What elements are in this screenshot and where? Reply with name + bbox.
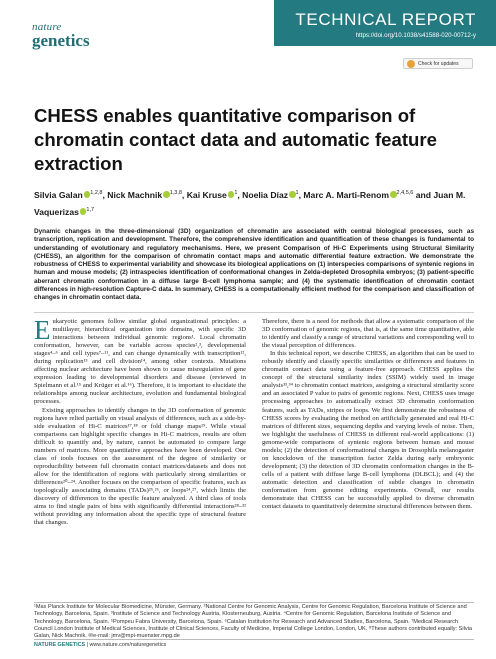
body-paragraph [34,315,246,407]
author-name[interactable]: Marc A. Marti-Renom [303,189,390,200]
author-separator: , [181,189,187,200]
logo-line-2: genetics [32,31,90,50]
author-separator: and [413,189,434,200]
body-text: ukaryotic genomes follow similar global organizational principles: a multilayer, hierarchical organization into domains, with specific 3D interactions between individual genomic regions¹. Local chromatin conformation, however, can be variable across species²,³, developmental stages⁴–⁶ and cell types⁷–¹¹, and can change dynamically with transcription¹², during replication¹³ and cell division¹⁴, among other contexts. Mutations affecting nuclear architecture have been shown to cause misregulation of gene expression leading to developmental disorders and disease (reviewed in Spielmann et al.¹⁵ and Krüger et al.¹⁶). Therefore, it is important to elucidate the relationships among nuclear architecture, evolution and fundamental biological processes. [34,318,246,406]
author-name[interactable]: Juan M. Vaquerizas [34,189,466,217]
update-badge-icon [407,60,415,68]
affiliations-divider [34,602,474,603]
author-affiliation-marker: 1,7 [86,206,95,213]
check-for-updates-button[interactable] [403,58,473,69]
abstract-divider [34,312,474,313]
body-column-left [34,315,246,527]
affiliations: ¹Max Planck Institute for Molecular Biomedicine, Münster, Germany. ²National Centre for Genomic Analysis, Centre for Genomic Regulation, Barcelona Institute of Science and Technology, Barcelona, Spain. ³Institute of Science and Technology Austria, Klosterneuburg, Austria. ⁴Centre for Genomic Regulation, Barcelona Institute of Science and Technology, Barcelona, Spain. ⁵Pompeu Fabra University, Barcelona, Spain. ⁶Catalan Institution for Research and Advanced Studies, Barcelona, Spain. ⁷Medical Research Council London Institute of Medical Sciences, Institute of Clinical Sciences, Faculty of Medicine, Imperial College London, London, UK. ⁸These authors contributed equally: Silvia Galan, Nick Machnik. ✉e-mail: jmv@mpi-muenster.mpg.de [34,604,472,640]
logo-line-1: nature [32,21,62,33]
author-separator: , [237,189,243,200]
author-name[interactable]: Kai Kruse [186,189,227,200]
author-separator: , [298,189,304,200]
author-affiliation-marker: 2,4,5,6 [396,190,414,196]
author-separator: , [102,189,108,200]
author-affiliation-marker: 1,3,8 [169,190,182,196]
abstract: Dynamic changes in the three-dimensional (3D) organization of chromatin are associated with central biological processes, such as transcription, replication and development. Therefore, the comprehensive identification and quantification of these changes is fundamental to understanding of evolutionary and regulatory mechanisms. Here, we present Comparison of Hi-C Experiments using Structural Similarity (CHESS), an algorithm for the comparison of chromatin contact maps and automatic differential feature extraction. We demonstrate the robustness of CHESS to experimental variability and showcase its biological applications on (1) interspecies comparisons of syntenic regions in human and mouse models; (2) intraspecies identification of conformational changes in Zelda-depleted Drosophila embryos; (3) patient-specific aberrant chromatin conformation in a diffuse large B-cell lymphoma sample; and (4) the systematic identification of chromatin contact differences in high-resolution Capture-C data. In summary, CHESS is a computationally efficient method for the comparison and classification of changes in chromatin contact data. [34,228,474,302]
body-paragraph: Therefore, there is a need for methods that allow a systematic comparison of the 3D conformation of genomic regions, that is, at the same time quantitative, able to identify and classify a range of structural variations and corresponding well to the visual perception of differences. [262,318,474,350]
check-for-updates-label: Check for updates [418,60,459,67]
doi-link[interactable]: https://doi.org/10.1038/s41588-020-00712-y [355,32,476,39]
author-name[interactable]: Nick Machnik [107,189,163,200]
author-affiliation-marker: 1,2,8 [90,190,103,196]
author-list [34,186,474,220]
author-name[interactable]: Noelia Díaz [242,189,289,200]
footer-divider [34,639,474,640]
author-affiliation-marker: 1 [295,190,299,196]
journal-logo[interactable] [32,22,90,49]
report-type-label: TECHNICAL REPORT [295,10,476,29]
drop-cap: E [34,315,51,345]
page-footer [34,642,166,648]
report-type-band [274,0,496,46]
body-column-right [262,318,474,511]
author-name[interactable]: Silvia Galan [34,189,83,200]
page-header [0,0,496,68]
footer-url[interactable]: | www.nature.com/naturegenetics [85,642,167,648]
author-affiliation-marker: 1 [234,190,238,196]
body-paragraph: In this technical report, we describe CHESS, an algorithm that can be used to robustly identify and classify specific similarities or differences and features in chromatin contact data using a feature-free approach. CHESS applies the concept of the structural similarity index (SSIM) widely used in image analysis³³,³⁴ to chromatin contact matrices, assigning a structural similarity score and an associated P value to pairs of genomic regions. Next, CHESS uses image processing approaches to automatically extract 3D chromatin conformation features, such as TADs, stripes or loops. We first demonstrate the robustness of CHESS scores by evaluating the method on artificially generated and real Hi-C matrices of different sizes, sequencing depths and varying levels of noise. Then, we highlight the usefulness of CHESS in different real-world applications: (1) genome-wide comparisons of syntenic regions between human and mouse models; (2) the detection of conformational changes in Drosophila melanogaster on knockdown of the transcription factor Zelda during early embryonic development; (3) the detection of 3D chromatin conformation changes in the B-cells of a patient with diffuse large B-cell lymphoma (DLBCL); and (4) the automatic detection and classification of subtle changes in chromatin conformation from genome editing experiments. Overall, our results demonstrate that CHESS can be successfully applied to diverse chromatin contact datasets to quantitatively determine structural differences between them. [262,350,474,511]
footer-journal-name[interactable]: NATURE GENETICS [34,642,86,648]
article-title: CHESS enables quantitative comparison of chromatin contact data and automatic feature extraction [34,105,437,174]
body-paragraph: Existing approaches to identify changes in the 3D conformation of genomic regions have relied partially on visual analysis of differences, such as a side-by-side evaluation of Hi-C matrices¹⁷,¹⁸ or fold change maps¹⁹. While visual comparisons can highlight specific changes in Hi-C matrices, results are often difficult to quantify and, by nature, cannot be automated to compare large numbers of matrices. More quantitative approaches have been developed. One class of tools focuses on the assessment of the degree of similarity or reproducibility between full chromatin contact matrices/datasets and does not allow for the identification of regions with particularly strong similarities or differences²⁰–²⁴. Another focuses on the comparison of specific features, such as topologically associating domains (TADs)²⁵,²⁶, or loops²⁴,²⁷, which limits the discovery of differences to the specific feature analyzed. A third class of tools aims to find single pairs of bins with significantly differential interactions²⁸–³² without providing any information about the specific type of structural feature that changes. [34,406,246,527]
